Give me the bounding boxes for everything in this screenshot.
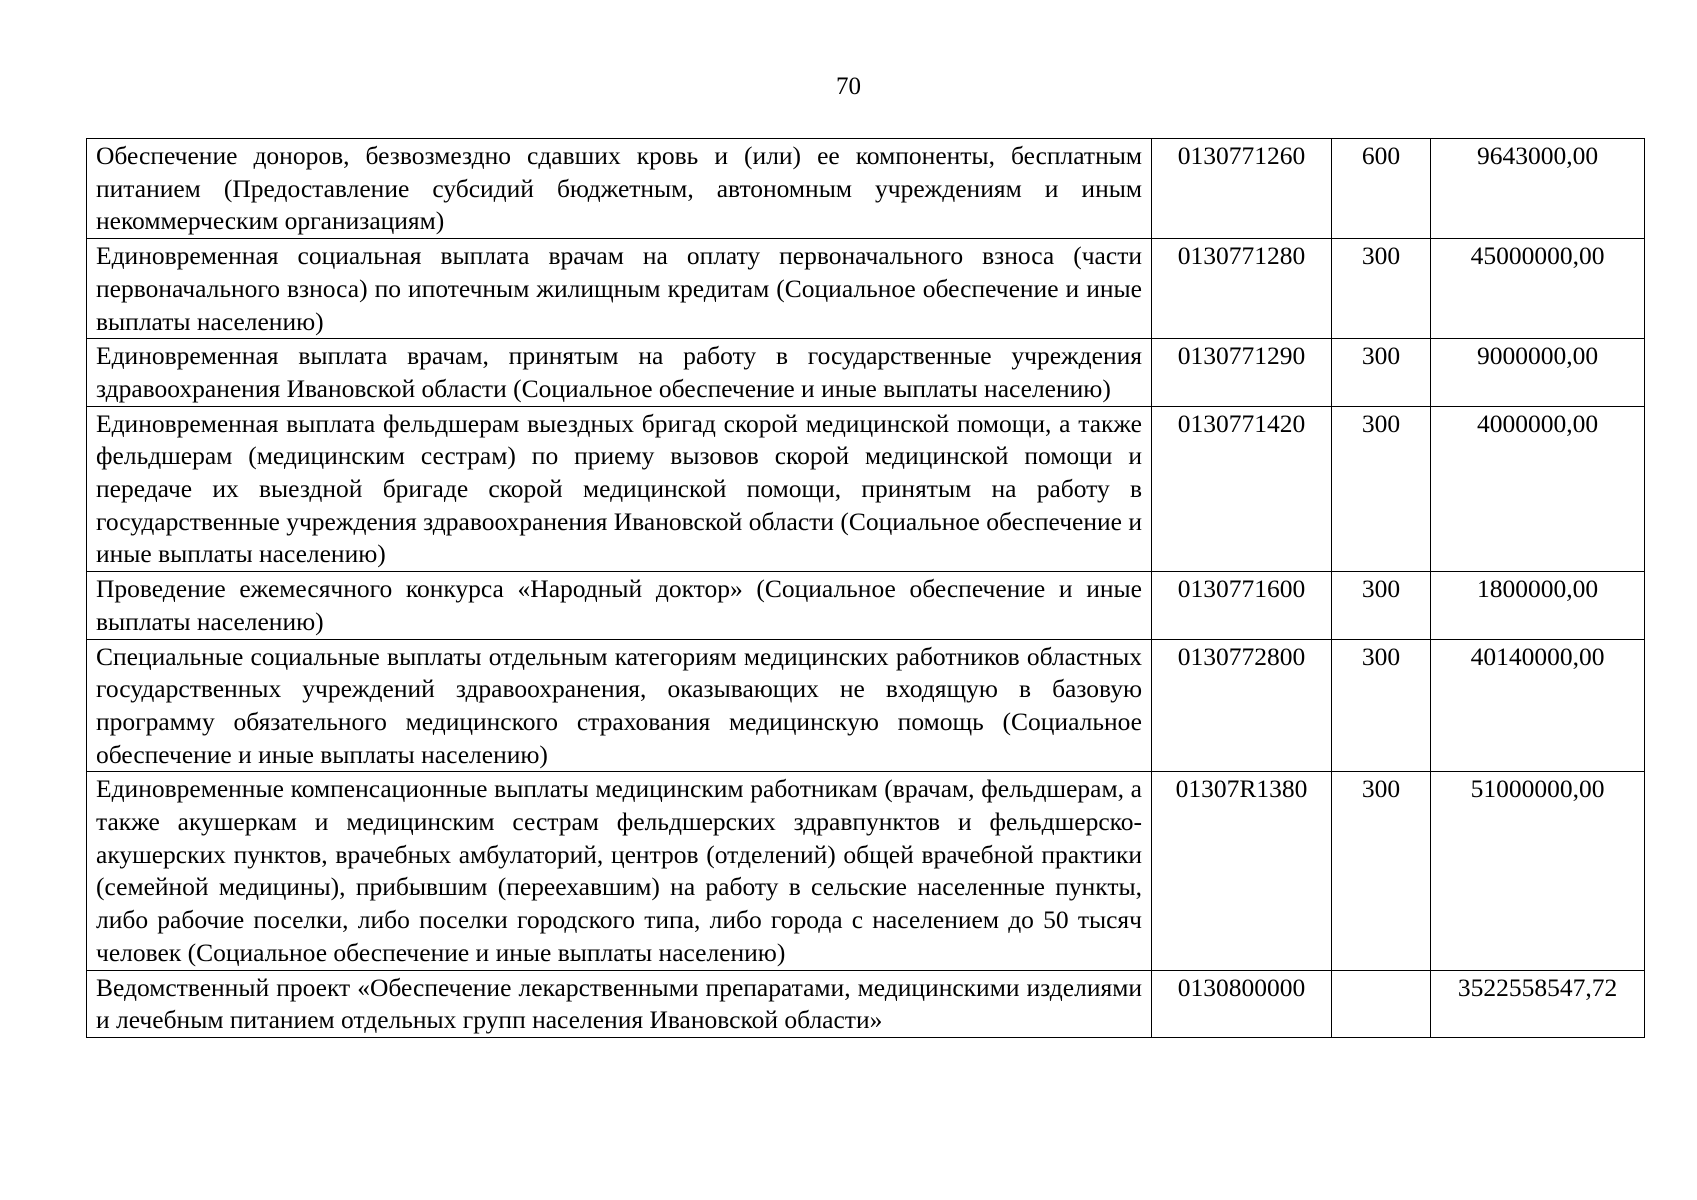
row-expense-type: 300 xyxy=(1332,339,1431,406)
row-description: Единовременные компенсационные выплаты медицинским работникам (врачам, фельдшерам, а также акушеркам и медицинским сестрам фельдшерских здравпунктов и фельдшерско-акушерских пунктов, врачебных амбулаторий, центров (отделений) общей врачебной практики (семейной медицины), прибывшим (переехавшим) на работу в сельские населенные пункты, либо рабочие поселки, либо поселки городского типа, либо города с населением до 50 тысяч человек (Социальное обеспечение и иные выплаты населению) xyxy=(87,772,1152,970)
table-row xyxy=(87,572,1645,639)
row-expense-type: 300 xyxy=(1332,772,1431,970)
row-expense-type: 300 xyxy=(1332,639,1431,772)
row-expense-type: 300 xyxy=(1332,406,1431,572)
row-target-code: 0130771280 xyxy=(1152,239,1332,339)
row-description: Специальные социальные выплаты отдельным категориям медицинских работников областных государственных учреждений здравоохранения, оказывающих не входящую в базовую программу обязательного медицинского страхования медицинскую помощь (Социальное обеспечение и иные выплаты населению) xyxy=(87,639,1152,772)
row-target-code: 01307R1380 xyxy=(1152,772,1332,970)
row-description: Ведомственный проект «Обеспечение лекарственными препаратами, медицинскими изделиями и лечебным питанием отдельных групп населения Ивановской области» xyxy=(87,970,1152,1037)
budget-table xyxy=(86,138,1645,1038)
page-number: 70 xyxy=(836,73,861,100)
row-description: Единовременная социальная выплата врачам на оплату первоначального взноса (части первоначального взноса) по ипотечным жилищным кредитам (Социальное обеспечение и иные выплаты населению) xyxy=(87,239,1152,339)
row-target-code: 0130771290 xyxy=(1152,339,1332,406)
table-row xyxy=(87,139,1645,239)
row-amount: 40140000,00 xyxy=(1431,639,1645,772)
row-expense-type: 300 xyxy=(1332,239,1431,339)
table-row xyxy=(87,406,1645,572)
row-amount: 9000000,00 xyxy=(1431,339,1645,406)
row-amount: 51000000,00 xyxy=(1431,772,1645,970)
row-description: Единовременная выплата врачам, принятым на работу в государственные учреждения здравоохранения Ивановской области (Социальное обеспечение и иные выплаты населению) xyxy=(87,339,1152,406)
table-row xyxy=(87,970,1645,1037)
row-amount: 4000000,00 xyxy=(1431,406,1645,572)
row-amount: 45000000,00 xyxy=(1431,239,1645,339)
row-target-code: 0130771260 xyxy=(1152,139,1332,239)
row-target-code: 0130772800 xyxy=(1152,639,1332,772)
row-description: Обеспечение доноров, безвозмездно сдавших кровь и (или) ее компоненты, бесплатным питанием (Предоставление субсидий бюджетным, автономным учреждениям и иным некоммерческим организациям) xyxy=(87,139,1152,239)
row-amount: 1800000,00 xyxy=(1431,572,1645,639)
row-description: Единовременная выплата фельдшерам выездных бригад скорой медицинской помощи, а также фельдшерам (медицинским сестрам) по приему вызовов скорой медицинской помощи и передаче их выездной бригаде скорой медицинской помощи, принятым на работу в государственные учреждения здравоохранения Ивановской области (Социальное обеспечение и иные выплаты населению) xyxy=(87,406,1152,572)
row-amount: 9643000,00 xyxy=(1431,139,1645,239)
table-row xyxy=(87,639,1645,772)
row-target-code: 0130771420 xyxy=(1152,406,1332,572)
row-description: Проведение ежемесячного конкурса «Народный доктор» (Социальное обеспечение и иные выплаты населению) xyxy=(87,572,1152,639)
table-row xyxy=(87,339,1645,406)
row-target-code: 0130800000 xyxy=(1152,970,1332,1037)
table-row xyxy=(87,239,1645,339)
row-expense-type: 300 xyxy=(1332,572,1431,639)
row-amount: 3522558547,72 xyxy=(1431,970,1645,1037)
table-row xyxy=(87,772,1645,970)
row-target-code: 0130771600 xyxy=(1152,572,1332,639)
row-expense-type xyxy=(1332,970,1431,1037)
budget-table-body xyxy=(87,139,1645,1038)
row-expense-type: 600 xyxy=(1332,139,1431,239)
